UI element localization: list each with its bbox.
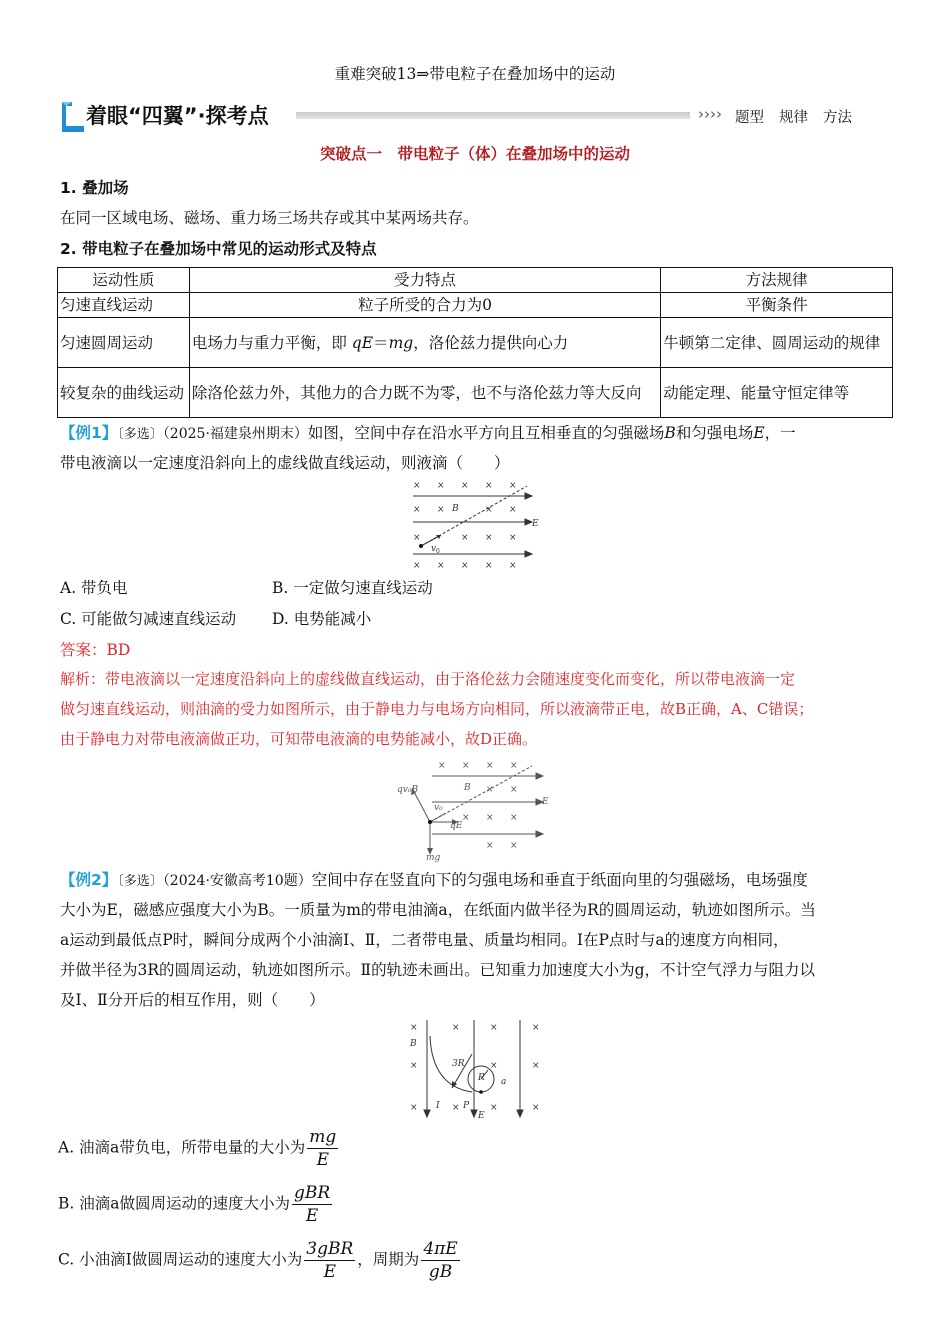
table-cell: 牛顿第二定律、圆周运动的规律 (661, 318, 893, 368)
example2-stem-text: 空间中存在竖直向下的匀强电场和垂直于纸面向里的匀强磁场，电场强度 (311, 871, 808, 889)
point2-heading: 2. 带电粒子在叠加场中常见的运动形式及特点 (60, 240, 377, 258)
cross-mark: × (452, 1023, 460, 1033)
cross-mark: × (413, 533, 421, 543)
cross-mark: × (462, 761, 470, 771)
example2-source: （2024·安徽高考10题） (162, 873, 312, 889)
point1-number: 1 (60, 179, 71, 197)
point1-heading: 1. 叠加场 (60, 179, 129, 197)
point1-heading-text: 叠加场 (82, 179, 129, 197)
cross-mark: × (510, 813, 518, 823)
cross-mark: × (438, 761, 446, 771)
label-I: Ⅰ (436, 1101, 440, 1111)
cross-mark: × (532, 1061, 540, 1071)
banner-arrows: ›››› (698, 105, 722, 123)
cross-mark: × (486, 841, 494, 851)
option-C: C. 可能做匀减速直线运动 (60, 610, 237, 628)
symbol-E: E (753, 424, 765, 442)
label-v0: v (431, 544, 437, 554)
label-P: P (463, 1101, 470, 1111)
example2-tag: 〔多选〕 (117, 874, 163, 889)
table-row (58, 368, 893, 418)
page-title: 重难突破13⇒带电粒子在叠加场中的运动 (334, 65, 616, 83)
cross-mark: × (437, 481, 445, 491)
label-mg: mg (426, 853, 441, 862)
formula-qE: qE (351, 333, 374, 352)
analysis-figure (396, 758, 556, 862)
droplet (419, 544, 423, 548)
option-B (58, 1182, 334, 1227)
formula-eq: ＝ (373, 333, 389, 352)
table-row (58, 293, 893, 318)
label-E: E (542, 797, 549, 807)
option-text: C. 小油滴Ⅰ做圆周运动的速度大小为 (58, 1250, 303, 1269)
table-cell: 较复杂的曲线运动 (58, 368, 190, 418)
cross-mark: × (490, 1023, 498, 1033)
cross-mark: × (509, 505, 517, 515)
example2-stem-line1 (60, 868, 892, 890)
banner-bracket-icon (58, 98, 88, 134)
example1-stem-text: 如图，空间中存在沿水平方向且互相垂直的匀强磁场 (307, 424, 665, 442)
example2-stem-line4: 并做半径为3R的圆周运动，轨迹如图所示。Ⅱ的轨迹未画出。已知重力加速度大小为g，不计空气浮力与阻力以 (60, 961, 815, 979)
cross-mark: × (452, 1103, 460, 1113)
option-text: ，周期为 (357, 1250, 420, 1269)
example1-figure (405, 478, 550, 570)
formula-mg: mg (388, 333, 414, 352)
cross-mark: × (510, 841, 518, 851)
table-cell: 平衡条件 (661, 293, 893, 318)
cross-mark: × (410, 1103, 418, 1113)
symbol-B: B (664, 424, 676, 442)
cross-mark: × (461, 533, 469, 543)
answer-line (60, 638, 130, 660)
example1-stem-text: ，一 (764, 424, 796, 442)
cross-mark: × (490, 1061, 498, 1071)
label-E: E (478, 1111, 485, 1121)
answer-value: BD (106, 641, 131, 659)
cross-mark: × (410, 1061, 418, 1071)
example1-tag: 〔多选〕 (117, 427, 163, 442)
label-qv0B: qv₀B (397, 785, 419, 795)
banner-tag: 规律 (779, 110, 808, 126)
table-header-row (58, 268, 893, 293)
option-D: D. 电势能减小 (272, 610, 372, 628)
cross-mark: × (532, 1103, 540, 1113)
cross-mark: × (485, 533, 493, 543)
option-B: B. 一定做匀速直线运动 (272, 579, 433, 597)
example1-stem-line1 (60, 421, 892, 443)
denominator: gB (428, 1262, 453, 1282)
table-cell: 粒子所受的合力为0 (189, 293, 660, 318)
magnetic-cross-marks (413, 481, 517, 570)
label-v0: v₀ (434, 803, 443, 813)
cross-mark: × (437, 561, 445, 570)
cell-text: ，洛伦兹力提供向心力 (413, 333, 569, 352)
cross-mark: × (410, 1023, 418, 1033)
label-B: B (452, 504, 459, 514)
banner-title: 着眼“四翼”·探考点 (86, 104, 269, 128)
fraction (304, 1238, 355, 1283)
example1-stem-text: 和匀强电场 (675, 424, 754, 442)
cross-mark: × (413, 481, 421, 491)
cross-mark: × (486, 813, 494, 823)
cross-mark: × (532, 1023, 540, 1033)
magnetic-cross-marks (438, 761, 518, 851)
example1-label: 【例1】 (60, 424, 118, 442)
point2-number: 2 (60, 240, 71, 258)
option-C (58, 1238, 462, 1283)
table-cell (189, 318, 660, 368)
numerator: gBR (294, 1183, 331, 1203)
point2-heading-text: 带电粒子在叠加场中常见的运动形式及特点 (82, 240, 377, 258)
banner-tag: 方法 (823, 110, 852, 126)
cross-mark: × (486, 785, 494, 795)
label-qE: qE (450, 821, 463, 831)
example2-label: 【例2】 (60, 871, 118, 889)
cross-mark: × (485, 481, 493, 491)
cross-mark: × (510, 761, 518, 771)
cross-mark: × (485, 505, 493, 515)
option-A: A. 带负电 (60, 579, 128, 597)
label-E: E (532, 519, 539, 529)
example2-stem-line5: 及Ⅰ、Ⅱ分开后的相互作用，则（ ） (60, 991, 325, 1009)
example1-source: （2025·福建泉州期末） (162, 426, 308, 442)
denominator: E (323, 1262, 336, 1282)
banner-rule (296, 112, 690, 119)
analysis-label: 解析： (60, 670, 106, 688)
option-text: B. 油滴a做圆周运动的速度大小为 (58, 1194, 290, 1213)
section-banner (58, 96, 898, 136)
numerator: mg (309, 1127, 337, 1147)
cross-mark: × (485, 561, 493, 570)
cell-text: 电场力与重力平衡，即 (191, 333, 347, 352)
analysis-line2: 做匀速直线运动，则油滴的受力如图所示，由于静电力与电场方向相同，所以液滴带正电，故B正确，A、C错误； (60, 700, 814, 718)
option-text: A. 油滴a带负电，所带电量的大小为 (58, 1138, 306, 1157)
numerator: 3gBR (306, 1239, 354, 1259)
cross-mark: × (413, 561, 421, 570)
fraction (421, 1238, 459, 1283)
example2-stem-line2: 大小为E，磁感应强度大小为B。一质量为m的带电油滴a，在纸面内做半径为R的圆周运动，轨迹如图所示。当 (60, 901, 816, 919)
section-heading: 突破点一 带电粒子（体）在叠加场中的运动 (319, 145, 630, 163)
table-cell: 匀速圆周运动 (58, 318, 190, 368)
option-A (58, 1126, 340, 1171)
cross-mark: × (437, 505, 445, 515)
example2-stem-line3: a运动到最低点P时，瞬间分成两个小油滴Ⅰ、Ⅱ，二者带电量、质量均相同。Ⅰ在P点时与a的速度方向相同， (60, 931, 789, 949)
label-3R: 3R (452, 1059, 465, 1069)
table-row (58, 318, 893, 368)
fraction (307, 1126, 338, 1171)
label-v0-sub: 0 (436, 548, 440, 555)
banner-tag: 题型 (735, 110, 764, 126)
table-cell: 除洛伦兹力外，其他力的合力既不为零，也不与洛伦兹力等大反向 (189, 368, 660, 418)
cross-mark: × (490, 1103, 498, 1113)
cross-mark: × (413, 505, 421, 515)
cross-mark: × (486, 761, 494, 771)
denominator: E (316, 1150, 330, 1170)
table-cell: 动能定理、能量守恒定律等 (661, 368, 893, 418)
example2-figure (402, 1016, 552, 1124)
cross-mark: × (509, 533, 517, 543)
analysis-text: 带电液滴以一定速度沿斜向上的虚线做直线运动，由于洛伦兹力会随速度变化而变化，所以带电液滴一定 (105, 670, 796, 688)
analysis-line1 (60, 668, 892, 689)
table-header: 运动性质 (58, 268, 190, 293)
cross-mark: × (509, 481, 517, 491)
example1-stem-line2: 带电液滴以一定速度沿斜向上的虚线做直线运动，则液滴（ ） (60, 454, 510, 472)
cross-mark: × (461, 561, 469, 570)
point1-text: 在同一区域电场、磁场、重力场三场共存或其中某两场共存。 (60, 209, 479, 227)
label-a: a (501, 1077, 507, 1087)
table-cell: 匀速直线运动 (58, 293, 190, 318)
cross-mark: × (461, 481, 469, 491)
label-B: B (410, 1039, 417, 1049)
label-B: B (464, 783, 471, 793)
label-R: R (478, 1073, 485, 1083)
velocity-arrow (430, 813, 446, 822)
motion-table (57, 267, 893, 418)
fraction (292, 1182, 332, 1227)
cross-mark: × (510, 785, 518, 795)
denominator: E (305, 1206, 319, 1226)
cross-mark: × (462, 813, 470, 823)
answer-label: 答案： (60, 641, 107, 659)
numerator: 4πE (423, 1239, 458, 1259)
analysis-line3: 由于静电力对带电液滴做正功，可知带电液滴的电势能减小，故D正确。 (60, 730, 538, 748)
table-header: 受力特点 (189, 268, 660, 293)
cross-mark: × (509, 561, 517, 570)
table-header: 方法规律 (661, 268, 893, 293)
